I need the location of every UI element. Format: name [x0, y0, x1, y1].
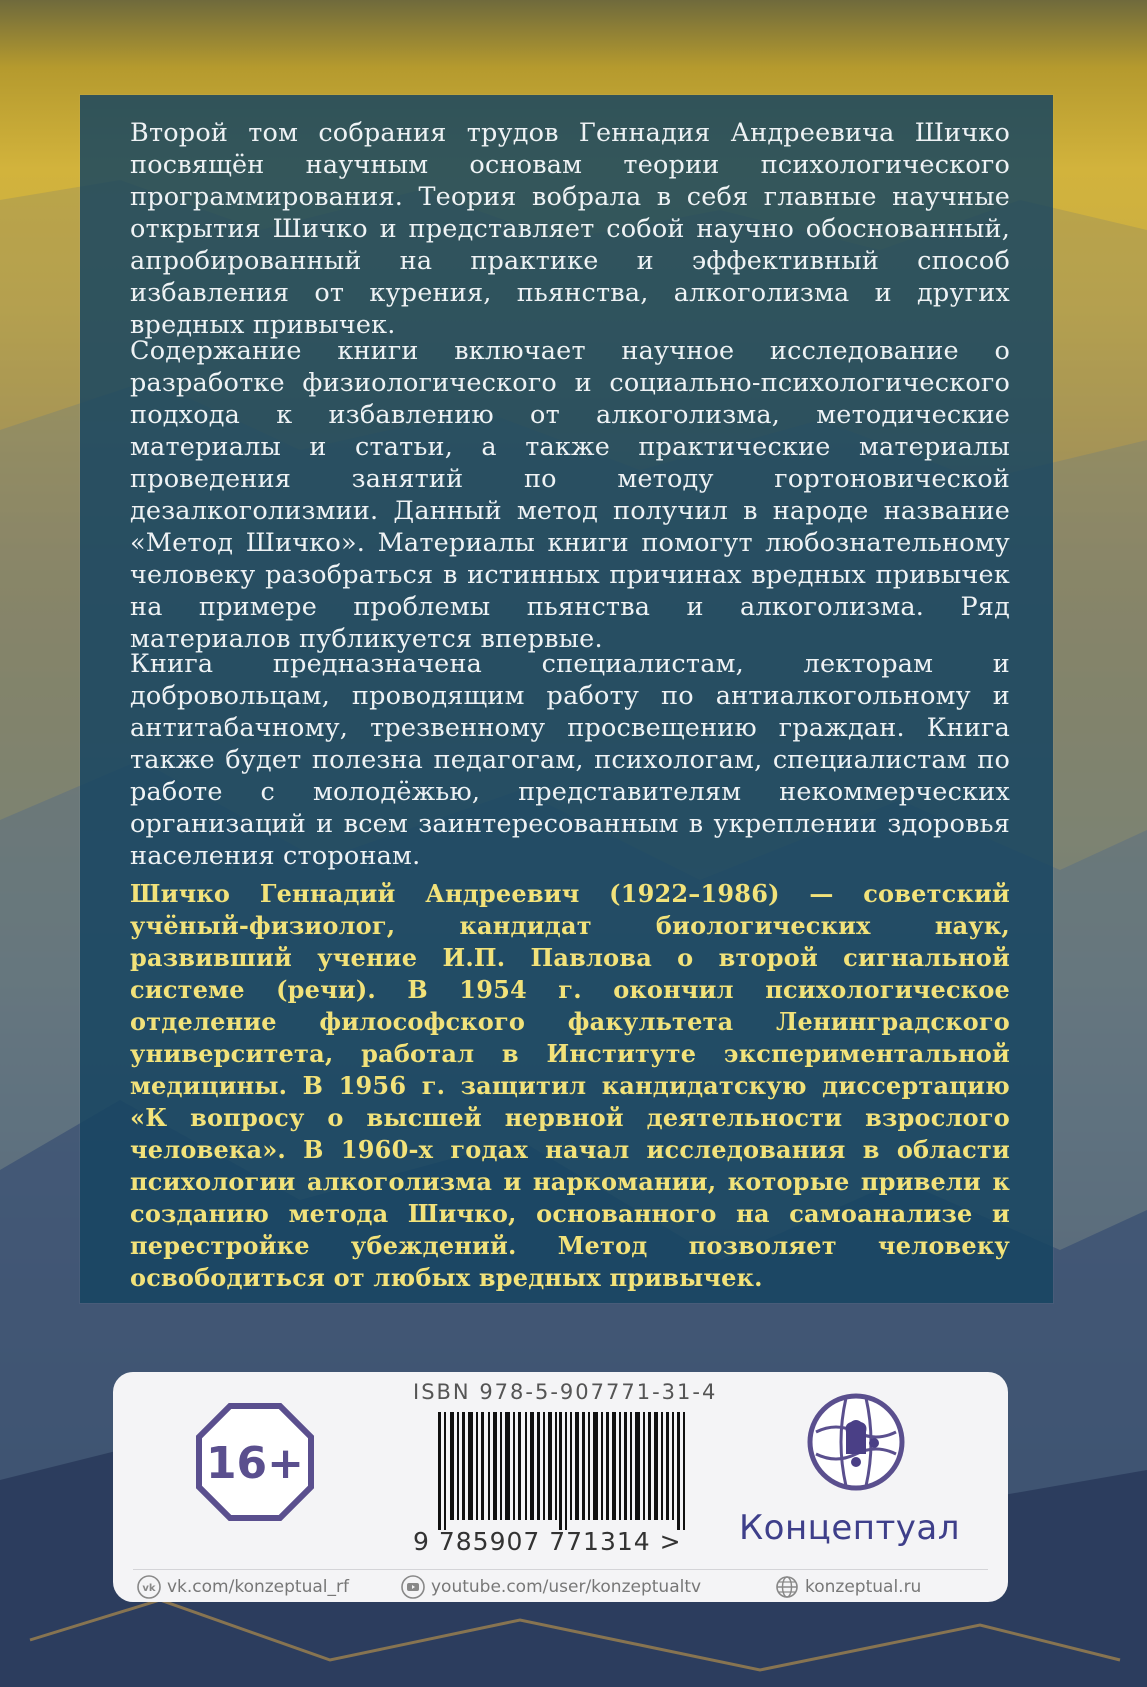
website-link-text: konzeptual.ru: [805, 1577, 922, 1597]
description-panel: [80, 95, 1053, 1303]
barcode: [438, 1412, 688, 1530]
age-rating-text: 16+: [205, 1438, 305, 1489]
age-rating-badge: [195, 1402, 315, 1522]
description-paragraph-3: Книга предназначена специалистам, лекторам и добровольцам, проводящим работу по антиалкогольному и антитабачному, трезвенному просвещению граждан. Книга также будет полезна педагогам, психологам, специалистам по работе с молодёжью, представителям некоммерческих организаций и всем заинтересованным в укреплении здоровья населения сторонам.: [130, 649, 1010, 871]
description-paragraph-2: Содержание книги включает научное исследование о разработке физиологического и социально-психологического подхода к избавлению от алкоголизма, методические материалы и статьи, а также практические материалы проведения занятий по методу гортоновической дезалкоголизмии. Данный метод получил в народе название «Метод Шичко». Материалы книги помогут любознательному человеку разобраться в истинных причинах вредных привычек на примере проблемы пьянства и алкоголизма. Ряд материалов публикуется впервые.: [130, 336, 1010, 654]
publisher-name: Концептуал: [739, 1508, 960, 1548]
youtube-link: [401, 1575, 701, 1599]
svg-text:vk: vk: [142, 1583, 156, 1594]
youtube-icon: [401, 1575, 425, 1599]
back-cover-footer: [113, 1372, 1008, 1602]
vk-link-text: vk.com/konzeptual_rf: [167, 1577, 349, 1597]
author-bio: Шичко Геннадий Андреевич (1922–1986) — советский учёный-физиолог, кандидат биологических наук, развивший учение И.П. Павлова о второй сигнальной системе (речи). В 1954 г. окончил психологическое отделение философского факультета Ленинградского университета, работал в Институте экспериментальной медицины. В 1956 г. защитил кандидатскую диссертацию «К вопросу о высшей нервной деятельности взрослого человека». В 1960-х годах начал исследования в области психологии алкоголизма и наркомании, которые привели к созданию метода Шичко, основанного на самоанализе и перестройке убеждений. Метод позволяет человеку освободиться от любых вредных привычек.: [130, 879, 1010, 1292]
vk-link: [137, 1575, 349, 1599]
youtube-link-text: youtube.com/user/konzeptualtv: [431, 1577, 702, 1597]
barcode-digits: 9 785907 771314 >: [413, 1527, 682, 1556]
description-paragraph-1: Второй том собрания трудов Геннадия Андреевича Шичко посвящён научным основам теории психологического программирования. Теория вобрала в себя главные научные открытия Шичко и представляет собой научно обоснованный, апробированный на практике и эффективный способ избавления от курения, пьянства, алкоголизма и других вредных привычек.: [130, 118, 1010, 340]
isbn-number: ISBN 978-5-907771-31-4: [413, 1380, 718, 1404]
puzzle-globe-icon: [806, 1392, 906, 1492]
globe-icon: [775, 1575, 799, 1599]
footer-divider: [133, 1569, 988, 1570]
vk-icon: [137, 1575, 161, 1599]
website-link: [775, 1575, 921, 1599]
